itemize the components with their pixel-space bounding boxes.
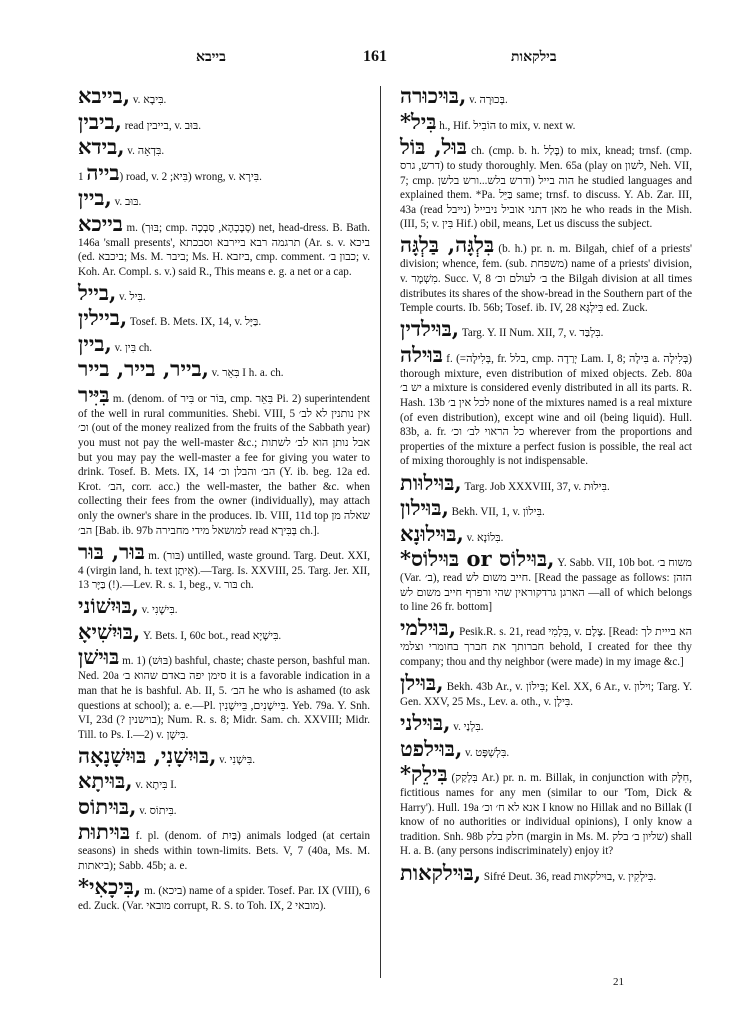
- entry-definition: v. בִּדְאָה.: [124, 145, 165, 157]
- entry-definition: v. בִּאֵר I h. a. ch.: [208, 367, 284, 380]
- entry-headword: בּוּילמי,: [400, 615, 457, 641]
- running-head-right: בילקאות: [511, 50, 557, 65]
- entry-definition: v. בִּיתוֹס.: [136, 804, 177, 817]
- dictionary-entry: [78, 594, 370, 618]
- entry-definition: Bekh. 43b Ar., v. בִּילוֹן; Kel. XX, 6 Ar., v. וילון; Targ. Y. Gen. XXV, 25 Ms., Lev. a. oth., v. בִּילָן.: [400, 680, 693, 708]
- dictionary-entry: [78, 135, 370, 159]
- dictionary-entry: [78, 186, 370, 210]
- dictionary-entry: [78, 820, 370, 873]
- entry-definition: f. (=בְּלִילָה, fr. בלל, cmp. יְרַדָה Lam. I, 8; בִּילָה a. בְּלִילָה) thorough mixture, even distribution of mixed objects. Zeb. 80a יש ב׳ a mixture is considered evenly distributed in all its parts. R. Hash. 13b לכל אין ב׳ none of the mixtures named is a real mixture (of even distribution), except wine and oil (being liquid). Hull. 83b, a. fr. כל הראוי לב׳ וכ׳ wherever from the proportions and properties of the mixture a perfect fusion is possible, the real act of mixing thoroughly is not indispensable.: [400, 352, 693, 468]
- dictionary-entry: [400, 233, 692, 315]
- dictionary-entry: [400, 84, 692, 108]
- entry-headword: ביין,: [78, 185, 112, 210]
- entry-headword: בּוּילפט,: [400, 735, 463, 761]
- entry-definition: v. בּוּב.: [111, 196, 142, 208]
- dictionary-entry: [400, 522, 692, 546]
- entry-headword: בּוּיִשִׁיאָ,: [78, 618, 141, 644]
- entry-headword: בּוּילה: [400, 341, 443, 367]
- dictionary-entry: [78, 620, 370, 644]
- page-number: 161: [363, 48, 387, 65]
- dictionary-entry: [400, 135, 692, 232]
- entry-headword: בּוּילוּות,: [400, 469, 462, 495]
- running-head-left: בייבא: [196, 50, 226, 65]
- entry-definition: Sifré Deut. 36, read בוּילקאות, v. בִּילְקִין.: [481, 870, 657, 883]
- entry-definition: m. (denom. of בִּיר or בּוֹר, cmp. בִּאֵר Pi. 2) superintendent of the well in rural communities. Shebi. VIII, 5 אין נותנין לא לב׳ וכ׳ (out of the money realized from the fruits of the Sabbath year) you must not pay the well-master &c.; אבל נותן הוא לב׳ לשתות but you may pay the well-master a fee for giving you water to drink. Tosef. B. Mets. IX, 14 הב׳ והבלן וכ׳ (Y. ib. beg. 12a ed. Krot. הב׳, corr. acc.) the well-master, the bather &c. when collecting their fees from the owner (individually), may attach only the owner's share in the produces. Ib. VIII, 11d top שאלה מן הב׳ [Bab. ib. 97b למושאל מידי מחבירה read בְּבִּירָא ch.].: [78, 392, 371, 537]
- entry-definition: h., Hif. הוֹבִיל to mix, v. next w.: [436, 119, 576, 132]
- entry-definition: v. בִּיל.: [116, 290, 146, 303]
- entry-headword: ביין,: [78, 330, 112, 356]
- entry-definition: Bekh. VII, 1, v. בִּילוֹן.: [448, 506, 545, 518]
- entry-headword: בייבא,: [78, 83, 131, 108]
- entry-definition: Targ. Y. II Num. XII, 7, v. בִּלְבַּד.: [459, 327, 604, 340]
- dictionary-entry: [400, 496, 692, 520]
- entry-headword: בייכא: [78, 210, 123, 236]
- dictionary-entry: [78, 540, 370, 593]
- dictionary-entry: [400, 343, 692, 469]
- dictionary-entry: [400, 616, 692, 669]
- entry-headword: בִּיִּיר: [78, 381, 110, 407]
- entry-definition: v. בִּיתָא I.: [132, 779, 177, 792]
- entry-definition: Targ. Job XXXVIII, 37, v. בִּילוּת.: [461, 480, 610, 493]
- dictionary-entry: [400, 110, 692, 134]
- signature-mark: 21: [613, 976, 624, 988]
- entry-definition: m. (בּור) untilled, waste ground. Targ. Deut. XXI, 4 (virgin land, h. text אֵיתָן).—Targ. Is. XXVIII, 25. Targ. Jer. XII, 13 בַּיָּר (!).—Lev. R. s. 1, beg., v. בּור ch.: [78, 549, 370, 592]
- dictionary-entry: [400, 762, 692, 859]
- entry-headword: בּוּל, בּוֹל: [400, 134, 467, 159]
- entry-headword: בּוּר, בּוּר: [78, 538, 145, 564]
- entry-headword: בידא,: [78, 134, 125, 159]
- dictionary-entry: [78, 875, 370, 914]
- entry-definition: v. בִּין ch.: [111, 341, 153, 354]
- left-column: [78, 84, 370, 915]
- entry-definition: v. בִּלְשְׁפָּט.: [462, 746, 510, 759]
- entry-headword: בּוּילן,: [400, 669, 444, 695]
- entry-headword: בּוּיִשָׁנִי, בּוּיִשָׁנָאָה,: [78, 742, 217, 768]
- entry-headword: בּוּיכוּרה,: [400, 83, 467, 108]
- dictionary-entry: [78, 161, 370, 185]
- entry-definition: Tosef. B. Mets. IX, 14, v. בַּיָּל.: [127, 316, 262, 329]
- dictionary-entry: [400, 471, 692, 495]
- dictionary-entry: [78, 769, 370, 793]
- entry-definition: m. (ביכא) name of a spider. Tosef. Par. IX (VIII), 6 ed. Zuck. (Var. מובאי corrupt, R. S. to Toh. IX, 2 מובאי).: [78, 884, 370, 912]
- entry-definition: m. 1) (בּוּשׁ) bashful, chaste; chaste person, bashful man. Ned. 20a סימן יפה באדם שהוא ב׳ it is a favorable indication in a man that he is bashful. Ab. II, 5. הב׳ he who is ashamed (to ask questions at school); a. e.—Pl. בֵּיישָׁנִים, בֵּיישָׁנִין. Yeb. 79a. Y. Snh. VI, 23d (? בוישנין); Num. R. s. 8; Midr. Sam. ch. XXVIII; Midr. Till. to Ps. I.—2) v. בִּישָׁן.: [78, 655, 371, 741]
- entry-definition: v. בִּלוֹנָא.: [463, 531, 504, 544]
- entry-headword: בּוּילקאות,: [400, 859, 482, 885]
- entry-definition: ch. (cmp. b. h. בָּלַל) to mix, knead; trnsf. (cmp. דרש, גרס) to study thoroughly. Men. 65a (play on לשון, Neh. VII, 7; cmp. ודרש בלש...ורש בלשן) הוה בייל he studied languages and explained them. *Pa. בַּיֵּל same; trnsf. to discuss. Y. Ab. Zar. III, 43a (read נייבל) מאן דתני אוביל ניבייל he who reads in the Mish. (III, 5; v. בִּין Hif.) obil, means, Let us discuss the subject.: [400, 145, 693, 231]
- entry-headword: בּוּילוּנָא,: [400, 520, 464, 546]
- entry-definition: f. pl. (denom. of בַּיִת) animals lodged (at certain seasons) in sheds within town-limits. Bets. V, 7 (40a, Ms. M. ביאתות); Sabb. 45b; a. e.: [78, 830, 370, 872]
- entry-definition: v. בִּיבָא.: [130, 94, 167, 106]
- entry-definition: v. בִּלְנַי.: [450, 721, 484, 734]
- entry-definition: v. בִּישָׁנִי.: [138, 604, 178, 617]
- entry-headword: בִּלְגָּה, בַּלְגָּה: [400, 232, 495, 258]
- dictionary-entry: [78, 357, 370, 381]
- dictionary-entry: [400, 861, 692, 885]
- entry-headword: בּוּילון,: [400, 495, 449, 520]
- entry-definition: (b. h.) pr. n. m. Bilgah, chief of a priests' division; whence, fem. (sub. משפחת) name of a priests' division, v. מִשְׁמָר. Succ. V, 8 ב׳ לעולם וכ׳ the Bilgah division at all times distributes its shares of the show-bread in the Southern part of the Temple courts. Ib. 56b; Tosef. ib. IV, 28 בִּילְגָּא ed. Zuck.: [400, 243, 693, 315]
- entry-headword: בּוּילדין,: [400, 316, 460, 342]
- entry-headword: *בִּיל: [400, 108, 437, 134]
- entry-definition: m. (בּוּך; cmp. סְבָכְהָא, סַבְכָה) net, head-dress. B. Bath. 146a 'small presents', תרגמה רבא ביירבא וסבכתא (Ar. s. v. ביכא (ed. ביכבא; Ms. M. ביבר; Ms. H. ביזבא, cmp. comment. כבון ב׳; v. Koh. Ar. Compl. s. v.) said R., This means e. g. a net or a cap.: [78, 221, 370, 278]
- entry-headword: ביבין,: [78, 108, 122, 134]
- dictionary-entry: [78, 84, 370, 108]
- dictionary-entry: [78, 645, 370, 742]
- dictionary-entry: [78, 383, 370, 538]
- dictionary-entry: [78, 744, 370, 768]
- dictionary-entry: [78, 110, 370, 134]
- entry-definition: (בִּלְקַק Ar.) pr. n. m. Billak, in conjunction with חִלָּק, fictitious names for any men (similar to our 'Tom, Dick & Harry'). Hull. 19a אנא לא ח׳ וכ׳ I know no Hillak and no Billak (I know of no authorities or individual opinions), I only know a tradition. Snh. 98b חלק בלק (margin in Ms. M. שליון ב׳ בלק) shall H. a. B. (any persons indiscriminately) enjoy it?: [400, 772, 693, 858]
- entry-headword: בּוּיתוֹס,: [78, 793, 137, 819]
- entry-definition: v. בִּישָׁנִי.: [216, 753, 255, 766]
- right-column: [400, 84, 692, 886]
- entry-headword: בּוּילני,: [400, 710, 451, 736]
- entry-definition: Y. Bets. I, 60c bot., read בִּישָׁיָא.: [140, 629, 282, 642]
- dictionary-entry: [400, 671, 692, 710]
- entry-definition: 1) road, v. בִּיא; 2) wrong, v. בִּירָא.: [78, 170, 262, 183]
- entry-headword: בייר, בייר, בייר,: [78, 356, 209, 382]
- entry-headword: בייל,: [78, 279, 117, 305]
- dictionary-entry: [78, 306, 370, 330]
- dictionary-entry: [400, 737, 692, 761]
- entry-headword: בייה: [86, 159, 120, 185]
- dictionary-entry: [400, 317, 692, 341]
- dictionary-entry: [78, 212, 370, 280]
- entry-headword: בּוּיתָא,: [78, 768, 133, 794]
- entry-headword: בּוּיִשׁוֹני,: [78, 593, 139, 619]
- entry-headword: ביילין,: [78, 305, 128, 331]
- entry-definition: Y. Sabb. VII, 10b bot. משוח ב׳ (Var. ב׳), read חייב משום לש. [Read the passage as follows: הזהן הארגן גרדקוראין שהי ורפרף חייב משום לש —all of which belongs to line 26 fr. bottom]: [400, 557, 692, 614]
- dictionary-entry: [400, 547, 692, 615]
- dictionary-entry: [400, 711, 692, 735]
- entry-headword: בּוּיתוּת: [78, 819, 130, 845]
- entry-headword: *בִּיכָאִי,: [78, 873, 142, 899]
- entry-definition: read בייבין, v. בּוּב.: [121, 119, 202, 132]
- entry-definition: Pesik.R. s. 21, read בִּלְמִי, v. צֶלֶם. [Read: הא בייית לך חברותך את חברך בחומרי וצלמי behold, I created for thee thy company; thou and thy neighbor (were made) in my image &c.]: [400, 626, 692, 668]
- column-divider: [380, 86, 381, 978]
- entry-definition: v. בְּכוּרָה.: [466, 94, 508, 106]
- entry-headword: *בִּילֵק: [400, 761, 448, 787]
- dictionary-entry: [78, 281, 370, 305]
- entry-headword: בּוּישׁן: [78, 644, 120, 670]
- dictionary-entry: [78, 795, 370, 819]
- entry-headword: *בּוּילוֹס or בּוּילוֹס,: [400, 546, 555, 571]
- dictionary-entry: [78, 332, 370, 356]
